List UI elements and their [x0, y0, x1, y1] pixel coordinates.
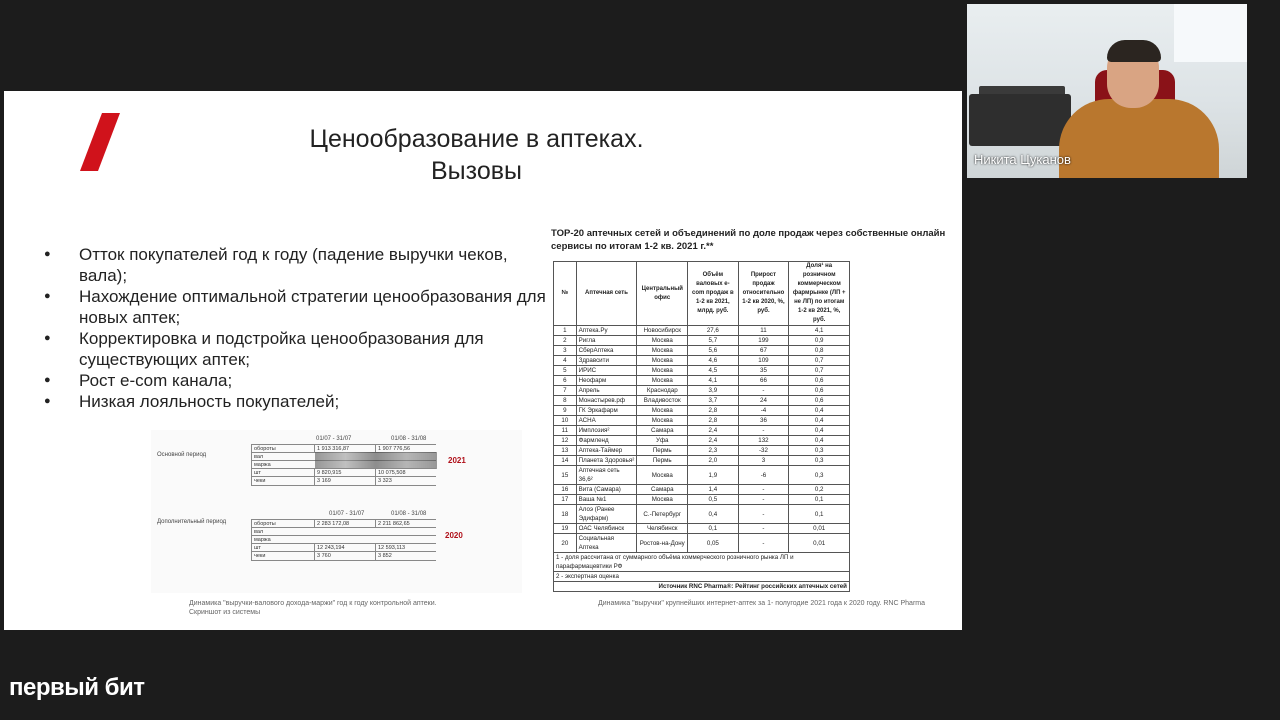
- table-cell: 0,1: [688, 524, 738, 534]
- table-cell: 27,6: [688, 326, 738, 336]
- table-cell: Имплозия²: [576, 426, 637, 436]
- row-label: обороты: [251, 520, 312, 528]
- value-cell: 12 593,113: [375, 544, 436, 552]
- table-cell: 2: [554, 336, 577, 346]
- participant-body: [1059, 99, 1219, 178]
- left-caption-line1: Динамика "выручки-валового дохода-маржи" год к году контрольной аптеки.: [189, 600, 437, 607]
- bullet-item: ● Корректировка и подстройка ценообразования для существующих аптек;: [44, 328, 554, 370]
- table-cell: 2,8: [688, 406, 738, 416]
- slide-title: [254, 123, 699, 187]
- table-cell: Ростов-на-Дону: [637, 534, 688, 553]
- table-cell: 3: [554, 346, 577, 356]
- table-cell: 4,1: [789, 326, 850, 336]
- table-cell: -: [738, 485, 789, 495]
- slide-title-line1: Ценообразование в аптеках.: [309, 125, 644, 153]
- table-cell: 4,1: [688, 376, 738, 386]
- right-caption: Динамика "выручки" крупнейших интернет-аптек за 1- полугодие 2021 года к 2020 году. RNC Pharma: [598, 600, 925, 607]
- table-row: [554, 406, 850, 416]
- table-cell: Алоэ (Ранее Эдифарм): [576, 505, 637, 524]
- row-label: чеки: [251, 552, 312, 560]
- table-note-row: [554, 553, 850, 572]
- table-cell: 0,3: [789, 446, 850, 456]
- table-cell: 0,4: [789, 406, 850, 416]
- table-row: [554, 396, 850, 406]
- value-cell: 3 760: [314, 552, 375, 560]
- table-cell: 4,6: [688, 356, 738, 366]
- table-cell: 36: [738, 416, 789, 426]
- table-row: [554, 456, 850, 466]
- table-cell: 18: [554, 505, 577, 524]
- table-row: [554, 326, 850, 336]
- table-cell: Челябинск: [637, 524, 688, 534]
- table-cell: 0,6: [789, 396, 850, 406]
- table-source: Источник RNC Pharma®: Рейтинг российских аптечных сетей: [554, 582, 850, 592]
- table-cell: 0,01: [789, 534, 850, 553]
- table-cell: 0,4: [688, 505, 738, 524]
- table-cell: 17: [554, 495, 577, 505]
- table-cell: -6: [738, 466, 789, 485]
- row-label: маржа: [251, 536, 312, 544]
- left-caption-line2: Скриншот из системы: [189, 609, 261, 616]
- column-header: Центральный офис: [637, 262, 688, 326]
- value-cell: 1 907 776,56: [375, 445, 436, 453]
- table-cell: ГК Эркафарм: [576, 406, 637, 416]
- table-header-row: [554, 262, 850, 326]
- value-cell: 3 852: [375, 552, 436, 560]
- table-cell: -: [738, 524, 789, 534]
- top20-pharmacy-table: [553, 261, 850, 592]
- table-cell: Пермь: [637, 446, 688, 456]
- bullet-item: ● Низкая лояльность покупателей;: [44, 391, 554, 412]
- table-cell: 66: [738, 376, 789, 386]
- table-cell: 0,6: [789, 376, 850, 386]
- table-row: [554, 524, 850, 534]
- printer: [969, 94, 1071, 146]
- period-2020-col1: 01/07 - 31/07: [329, 511, 365, 517]
- table-cell: Новосибирск: [637, 326, 688, 336]
- table-body: [554, 326, 850, 553]
- table-cell: Монастырев.рф: [576, 396, 637, 406]
- table-cell: АСНА: [576, 416, 637, 426]
- table-cell: 199: [738, 336, 789, 346]
- table-cell: -: [738, 386, 789, 396]
- value-cell: 9 820,915: [314, 469, 375, 477]
- table-cell: 6: [554, 376, 577, 386]
- column-header: Объём валовых e-com продаж в 1-2 кв 2021, млрд. руб.: [688, 262, 738, 326]
- table-cell: 11: [554, 426, 577, 436]
- table-cell: 0,05: [688, 534, 738, 553]
- table-cell: 19: [554, 524, 577, 534]
- table-cell: 15: [554, 466, 577, 485]
- table-cell: 2,4: [688, 426, 738, 436]
- table-cell: Вита (Самара): [576, 485, 637, 495]
- value-cell: 12 243,194: [314, 544, 375, 552]
- row-label: чеки: [251, 477, 312, 485]
- table-cell: Уфа: [637, 436, 688, 446]
- table-cell: 4,5: [688, 366, 738, 376]
- table-cell: Социальная Аптека: [576, 534, 637, 553]
- revenue-screenshot: [151, 430, 522, 593]
- table-cell: 109: [738, 356, 789, 366]
- table-cell: 12: [554, 436, 577, 446]
- table-row: [554, 336, 850, 346]
- table-cell: 10: [554, 416, 577, 426]
- presentation-slide: [4, 91, 962, 630]
- table-cell: С.-Петербург: [637, 505, 688, 524]
- grid-row-cheki-2021: [251, 476, 436, 486]
- row-label: обороты: [251, 445, 312, 453]
- table-cell: Самара: [637, 426, 688, 436]
- row-label: шт: [251, 469, 312, 477]
- row-label: шт: [251, 544, 312, 552]
- table-cell: Краснодар: [637, 386, 688, 396]
- table-cell: 0,7: [789, 366, 850, 376]
- table-cell: -32: [738, 446, 789, 456]
- table-cell: Неофарм: [576, 376, 637, 386]
- table-cell: ИРИС: [576, 366, 637, 376]
- table-cell: 0,3: [789, 456, 850, 466]
- table-cell: 0,9: [789, 336, 850, 346]
- table-cell: Планета Здоровья²: [576, 456, 637, 466]
- table-cell: -: [738, 495, 789, 505]
- table-cell: Апрель: [576, 386, 637, 396]
- value-cell: 1 913 316,87: [314, 445, 375, 453]
- table-cell: 3,9: [688, 386, 738, 396]
- period-2021-col1: 01/07 - 31/07: [316, 436, 352, 442]
- table-cell: 35: [738, 366, 789, 376]
- row-label: вал: [251, 453, 312, 461]
- slide-title-line2: Вызовы: [431, 157, 522, 185]
- table-cell: Аптека.Ру: [576, 326, 637, 336]
- table-cell: 132: [738, 436, 789, 446]
- table-cell: 0,7: [789, 356, 850, 366]
- top20-title: TOP-20 аптечных сетей и объединений по доле продаж через собственные онлайн сервисы по итогам 1-2 кв. 2021 г.**: [551, 228, 946, 252]
- table-cell: 0,8: [789, 346, 850, 356]
- table-cell: 0,3: [789, 466, 850, 485]
- table-row: [554, 466, 850, 485]
- table-cell: 7: [554, 386, 577, 396]
- table-cell: 0,4: [789, 426, 850, 436]
- table-row: [554, 376, 850, 386]
- extra-period-label: Дополнительный период: [157, 519, 227, 525]
- webcam-video-tile[interactable]: [967, 4, 1247, 178]
- table-row: [554, 346, 850, 356]
- table-cell: ОАС Челябинск: [576, 524, 637, 534]
- table-cell: 0,6: [789, 386, 850, 396]
- table-cell: 5,7: [688, 336, 738, 346]
- value-cell: 2 283 172,08: [314, 520, 375, 528]
- table-cell: -: [738, 426, 789, 436]
- table-cell: СберАптека: [576, 346, 637, 356]
- table-cell: 0,5: [688, 495, 738, 505]
- table-cell: Здравсити: [576, 356, 637, 366]
- table-row: [554, 426, 850, 436]
- table-cell: Самара: [637, 485, 688, 495]
- table-cell: 0,4: [789, 436, 850, 446]
- table-row: [554, 356, 850, 366]
- table-row: [554, 366, 850, 376]
- participant-hair: [1107, 40, 1161, 62]
- table-cell: 2,4: [688, 436, 738, 446]
- table-cell: 2,3: [688, 446, 738, 456]
- table-cell: 16: [554, 485, 577, 495]
- participant-name: Никита Цуканов: [974, 152, 1071, 167]
- period-2021-col2: 01/08 - 31/08: [391, 436, 427, 442]
- table-cell: 2,8: [688, 416, 738, 426]
- table-cell: Ваша №1: [576, 495, 637, 505]
- row-label: маржа: [251, 461, 312, 469]
- grid-row-cheki-2020: [251, 551, 436, 561]
- bullet-item: ● Рост e-com канала;: [44, 370, 554, 391]
- table-row: [554, 495, 850, 505]
- table-cell: 0,1: [789, 505, 850, 524]
- table-cell: 0,1: [789, 495, 850, 505]
- table-cell: 20: [554, 534, 577, 553]
- table-cell: Москва: [637, 356, 688, 366]
- bullet-item: ● Нахождение оптимальной стратегии ценообразования для новых аптек;: [44, 286, 554, 328]
- table-cell: 1,4: [688, 485, 738, 495]
- value-cell: 2 211 862,65: [375, 520, 436, 528]
- table-cell: Москва: [637, 466, 688, 485]
- table-cell: 0,2: [789, 485, 850, 495]
- table-cell: Москва: [637, 416, 688, 426]
- table-row: [554, 386, 850, 396]
- table-cell: 67: [738, 346, 789, 356]
- value-cell: 3 323: [375, 477, 436, 485]
- table-cell: Аптечная сеть 36,6²: [576, 466, 637, 485]
- table-cell: 9: [554, 406, 577, 416]
- value-cell: 3 169: [314, 477, 375, 485]
- table-cell: Фармленд: [576, 436, 637, 446]
- main-period-label: Основной период: [157, 452, 207, 458]
- table-cell: 5,6: [688, 346, 738, 356]
- year-2020-label: 2020: [445, 531, 463, 540]
- table-cell: Москва: [637, 495, 688, 505]
- table-row: [554, 485, 850, 495]
- table-cell: 1,9: [688, 466, 738, 485]
- table-cell: 1: [554, 326, 577, 336]
- year-2021-label: 2021: [448, 456, 466, 465]
- table-cell: Владивосток: [637, 396, 688, 406]
- table-row: [554, 505, 850, 524]
- table-cell: 4: [554, 356, 577, 366]
- table-cell: 11: [738, 326, 789, 336]
- table-row: [554, 436, 850, 446]
- table-cell: Москва: [637, 376, 688, 386]
- table-cell: 3: [738, 456, 789, 466]
- table-cell: 8: [554, 396, 577, 406]
- table-cell: 5: [554, 366, 577, 376]
- table-cell: 3,7: [688, 396, 738, 406]
- table-note-row: [554, 582, 850, 592]
- table-cell: 24: [738, 396, 789, 406]
- table-cell: Пермь: [637, 456, 688, 466]
- column-header: №: [554, 262, 577, 326]
- table-cell: Москва: [637, 336, 688, 346]
- table-cell: Аптека-Таймер: [576, 446, 637, 456]
- table-cell: Москва: [637, 366, 688, 376]
- brand-logo: первый бит: [9, 674, 145, 701]
- table-cell: -: [738, 505, 789, 524]
- blurred-values: [315, 452, 437, 469]
- table-cell: 13: [554, 446, 577, 456]
- table-note-row: [554, 572, 850, 582]
- footnote-2: 2 - экспертная оценка: [554, 572, 850, 582]
- table-cell: Москва: [637, 406, 688, 416]
- table-cell: -: [738, 534, 789, 553]
- table-row: [554, 446, 850, 456]
- table-cell: Москва: [637, 346, 688, 356]
- table-cell: 14: [554, 456, 577, 466]
- column-header: Доля¹ на розничном коммерческом фармрынке (ЛП + не ЛП) по итогам 1-2 кв 2021, %, руб.: [789, 262, 850, 326]
- column-header: Аптечная сеть: [576, 262, 637, 326]
- table-cell: 2,0: [688, 456, 738, 466]
- column-header: Прирост продаж относительно 1-2 кв 2020, %, руб.: [738, 262, 789, 326]
- left-caption: [189, 599, 437, 617]
- period-2020-col2: 01/08 - 31/08: [391, 511, 427, 517]
- table-cell: 0,4: [789, 416, 850, 426]
- table-row: [554, 534, 850, 553]
- table-cell: -4: [738, 406, 789, 416]
- value-cell: 10 075,508: [375, 469, 436, 477]
- table-cell: Ригла: [576, 336, 637, 346]
- window-light: [1174, 4, 1247, 62]
- footnote-1: 1 - доля рассчитана от суммарного объёма коммерческого розничного рынка ЛП и парафармацевтики РФ: [554, 553, 850, 572]
- row-label: вал: [251, 528, 312, 536]
- brand-slash-logo: [80, 113, 120, 171]
- bullet-item: ● Отток покупателей год к году (падение выручки чеков, вала);: [44, 244, 554, 286]
- table-cell: 0,01: [789, 524, 850, 534]
- table-row: [554, 416, 850, 426]
- challenges-list: [44, 244, 554, 412]
